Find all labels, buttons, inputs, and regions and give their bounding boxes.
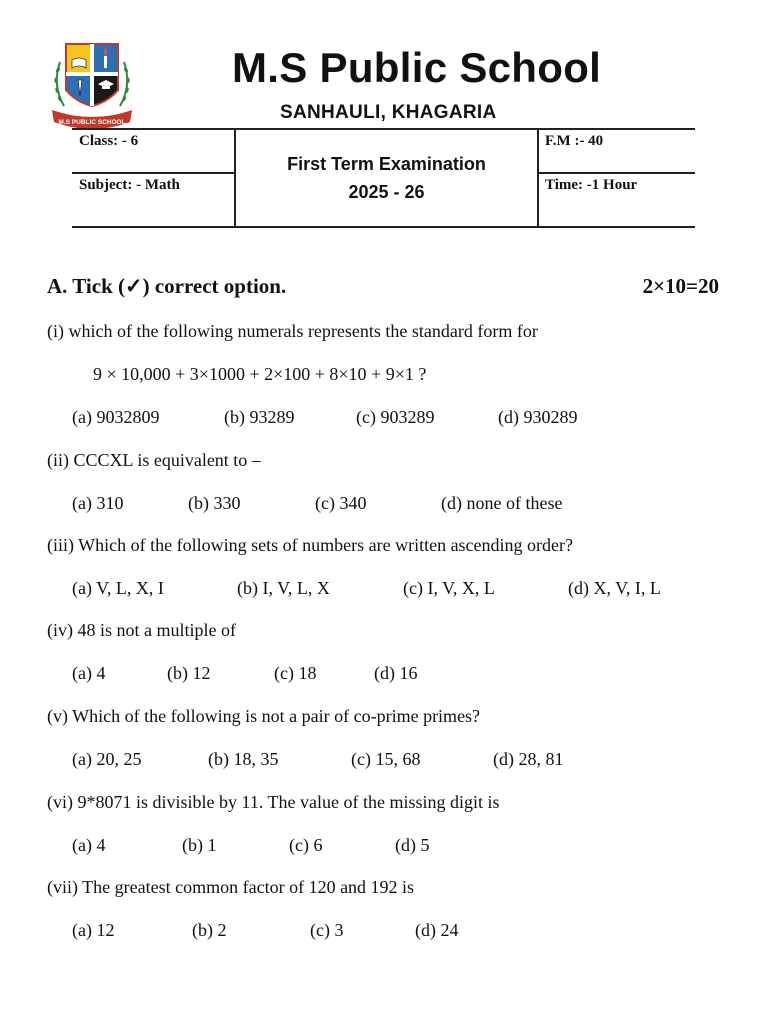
logo-text: M.S PUBLIC SCHOOL: [58, 119, 126, 126]
option-a: (a) 4: [72, 663, 106, 683]
option-c: (c) 340: [315, 493, 367, 513]
option-d: (d) 930289: [498, 407, 578, 427]
option-a: (a) 20, 25: [72, 749, 142, 769]
option-d: (d) 5: [395, 835, 430, 855]
option-d: (d) 28, 81: [493, 749, 564, 769]
time-label: Time: -1 Hour: [545, 177, 638, 193]
option-c: (c) 903289: [356, 407, 435, 427]
option-c: (c) 18: [274, 663, 317, 683]
school-name: M.S Public School: [232, 44, 602, 91]
option-d: (d) none of these: [441, 493, 563, 513]
option-b: (b) 330: [188, 493, 241, 513]
header-top-border: [72, 128, 695, 130]
option-d: (d) X, V, I, L: [568, 578, 661, 598]
option-a: (a) 12: [72, 920, 115, 940]
option-d: (d) 24: [415, 920, 459, 940]
header-left-row-divider: [72, 172, 235, 174]
option-b: (b) 1: [182, 835, 217, 855]
option-b: (b) 12: [167, 663, 211, 683]
header-bottom-border: [72, 226, 695, 228]
question-text: (i) which of the following numerals represents the standard form for: [47, 321, 538, 341]
option-b: (b) 18, 35: [208, 749, 279, 769]
question-text: (v) Which of the following is not a pair of co-prime primes?: [47, 706, 481, 726]
option-c: (c) 6: [289, 835, 323, 855]
exam-year: 2025 - 26: [348, 182, 425, 202]
question-text: (vii) The greatest common factor of 120 and 192 is: [47, 877, 415, 897]
option-d: (d) 16: [374, 663, 418, 683]
shield-icon: [66, 44, 118, 106]
question-text: (vi) 9*8071 is divisible by 11. The value of the missing digit is: [47, 792, 500, 812]
option-b: (b) 2: [192, 920, 227, 940]
question-text: (iii) Which of the following sets of numbers are written ascending order?: [47, 535, 574, 555]
question-text: (ii) CCCXL is equivalent to –: [47, 450, 261, 470]
option-c: (c) I, V, X, L: [403, 578, 495, 598]
exam-title: First Term Examination: [287, 154, 486, 174]
option-b: (b) 93289: [224, 407, 295, 427]
option-a: (a) 9032809: [72, 407, 160, 427]
header-right-row-divider: [537, 172, 695, 174]
class-label: Class: - 6: [79, 133, 139, 149]
option-a: (a) 310: [72, 493, 124, 513]
school-address: SANHAULI, KHAGARIA: [280, 102, 497, 123]
torch-icon: [104, 48, 108, 68]
option-c: (c) 3: [310, 920, 344, 940]
question-text: (iv) 48 is not a multiple of: [47, 620, 236, 640]
option-c: (c) 15, 68: [351, 749, 421, 769]
subject-label: Subject: - Math: [79, 177, 180, 193]
question-expression: 9 × 10,000 + 3×1000 + 2×100 + 8×10 + 9×1 ?: [93, 364, 427, 384]
header-left-divider: [234, 128, 236, 228]
full-marks-label: F.M :- 40: [545, 133, 604, 149]
option-a: (a) V, L, X, I: [72, 578, 164, 598]
school-logo: [50, 40, 134, 132]
option-a: (a) 4: [72, 835, 106, 855]
header-right-divider: [537, 128, 539, 228]
section-title: A. Tick (✓) correct option.: [47, 274, 287, 298]
option-b: (b) I, V, L, X: [237, 578, 330, 598]
section-marks: 2×10=20: [642, 274, 719, 298]
